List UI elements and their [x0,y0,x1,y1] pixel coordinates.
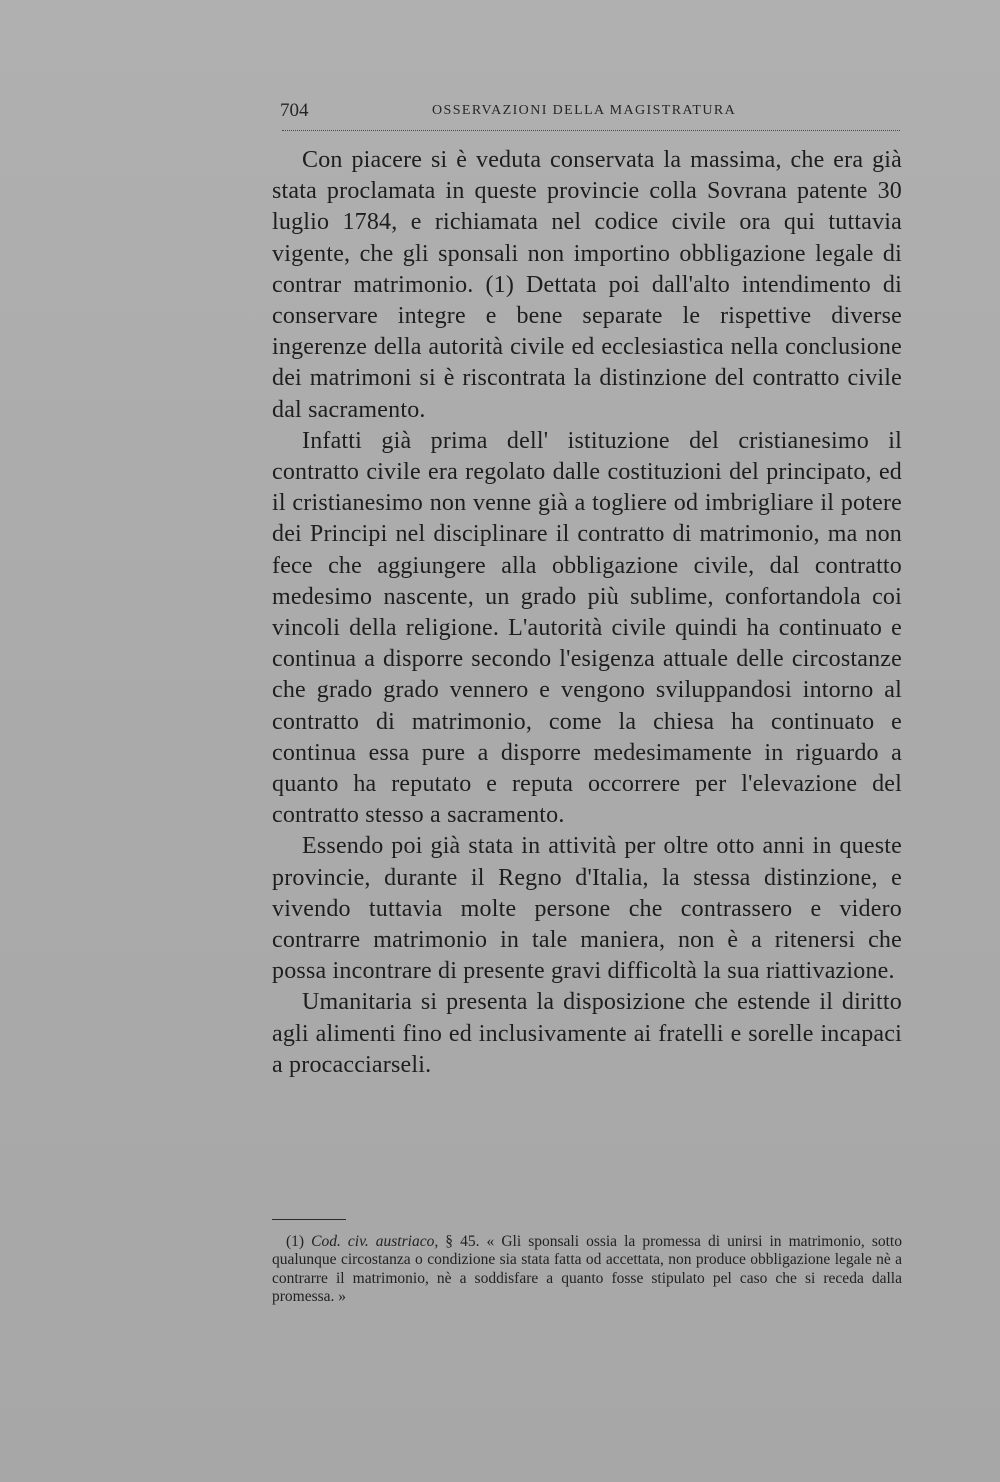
running-head: OSSERVAZIONI DELLA MAGISTRATURA [432,103,737,118]
paragraph-3: Essendo poi già stata in attività per oltre otto anni in queste provincie, durante il Regno d'Italia, la stessa distinzione, e vivendo tuttavia molte persone che contrassero e videro contrarre matrimonio in tale maniera, non è a ritenersi che possa incontrare di presente gravi difficoltà la sua riattivazione. [272,833,902,985]
footnote [272,1233,902,1307]
footnote-section: § 45. [445,1233,480,1250]
footnote-text: « Gli sponsali ossia la promessa di unirsi in matrimonio, sotto qualunque circostanza o condizione sia stata fatta od accettata, non produce obbligazione legale nè a contrarre il matrimonio, nè a soddisfare a quanto fosse stipulato pel caso che si receda dalla promessa. » [272,1233,902,1306]
page-number: 704 [280,100,309,121]
body-text [272,145,902,1081]
footnote-marker: (1) [286,1233,305,1250]
footnote-paragraph [272,1233,902,1307]
header-rule [282,130,900,131]
footnote-reference: Cod. civ. austriaco, [311,1233,439,1250]
paragraph-2: Infatti già prima dell' istituzione del cristianesimo il contratto civile era regolato dalle costituzioni del principato, ed il cristianesimo non venne già a togliere od imbrigliare il potere dei Principi nel disciplinare il contratto di matrimonio, ma non fece che aggiungere alla obbligazione civile, dal contratto medesimo nascente, un grado più sublime, confortandola coi vincoli della religione. L'autorità civile quindi ha continuato e continua a disporre secondo l'esigenza attuale delle circostanze che grado grado vennero e vengono sviluppandosi intorno al contratto di matrimonio, come la chiesa ha continuato e continua essa pure a disporre medesimamente in riguardo a quanto ha reputato e reputa occorrere per l'elevazione del contratto stesso a sacramento. [272,427,902,829]
footnote-rule [272,1219,346,1220]
paragraph-4: Umanitaria si presenta la disposizione che estende il diritto agli alimenti fino ed inclusivamente ai fratelli e sorelle incapaci a procacciarseli. [272,989,902,1078]
page-header [280,100,900,130]
paragraph-1: Con piacere si è veduta conservata la massima, che era già stata proclamata in queste provincie colla Sovrana patente 30 luglio 1784, e richiamata nel codice civile ora qui tuttavia vigente, che gli sponsali non importino obbligazione legale di contrar matrimonio. (1) Dettata poi dall'alto intendimento di conservare integre e bene separate le rispettive diverse ingerenze della autorità civile ed ecclesiastica nella conclusione dei matrimoni si è riscontrata la distinzione del contratto civile dal sacramento. [272,147,902,423]
